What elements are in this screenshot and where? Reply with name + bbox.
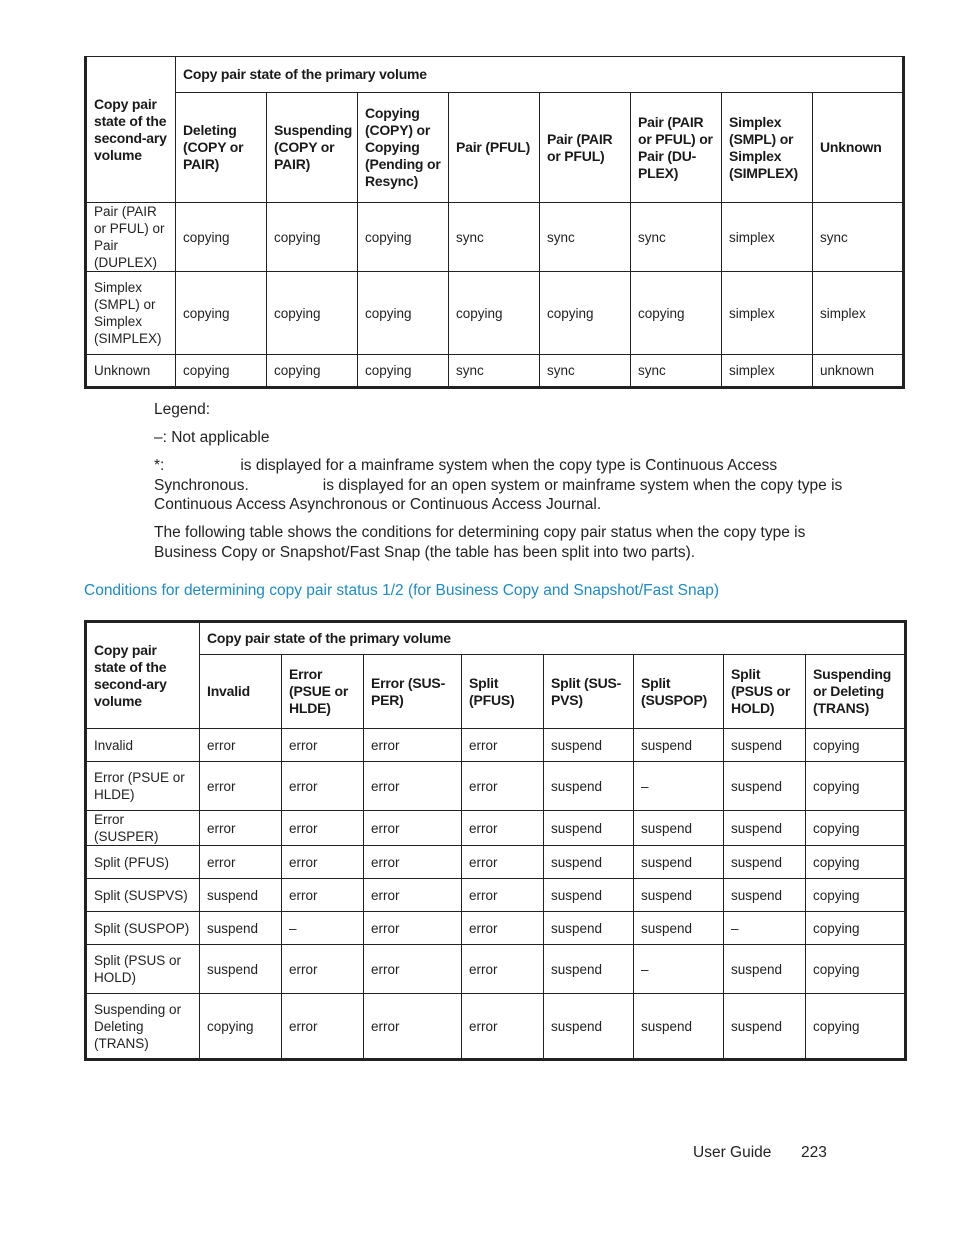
column-header: Split (PFUS)	[462, 655, 544, 729]
table-cell: copying	[806, 945, 906, 994]
table-cell: sync	[631, 355, 722, 388]
footnote-marker: *:	[154, 457, 165, 474]
table-row	[86, 912, 906, 945]
table-cell: suspend	[634, 811, 724, 846]
group-header: Copy pair state of the primary volume	[176, 57, 904, 93]
page-number: 223	[801, 1144, 827, 1161]
table-cell: suspend	[634, 846, 724, 879]
table-cell: error	[462, 762, 544, 811]
table-cell: copying	[358, 272, 449, 355]
table-cell: suspend	[724, 811, 806, 846]
table-cell: error	[282, 945, 364, 994]
intro-paragraph	[154, 523, 844, 562]
row-label: Invalid	[86, 729, 200, 762]
table-cell: simplex	[722, 355, 813, 388]
paragraph-line: Business Copy or Snapshot/Fast Snap (the table has been split into two parts).	[154, 543, 696, 561]
row-label: Split (PFUS)	[86, 846, 200, 879]
column-header: Pair (PFUL)	[449, 93, 540, 203]
table-cell: copying	[631, 272, 722, 355]
footnote-line: Continuous Access Asynchronous or Continuous Access Journal.	[154, 496, 602, 513]
column-header: Invalid	[200, 655, 282, 729]
table-cell: copying	[540, 272, 631, 355]
table-cell: copying	[176, 203, 267, 272]
table-cell: error	[462, 994, 544, 1060]
footnote-line	[154, 456, 844, 476]
table-cell: suspend	[724, 729, 806, 762]
table-cell: copying	[806, 811, 906, 846]
column-header: Suspending or Deleting (TRANS)	[806, 655, 906, 729]
status-table-2	[84, 620, 907, 1061]
table-cell: suspend	[200, 945, 282, 994]
table-row	[86, 879, 906, 912]
table-cell: sync	[449, 203, 540, 272]
legend-title: Legend:	[154, 401, 211, 418]
table-cell: copying	[200, 994, 282, 1060]
row-label: Simplex (SMPL) or Simplex (SIMPLEX)	[86, 272, 176, 355]
table-cell: copying	[267, 203, 358, 272]
table-cell: suspend	[634, 879, 724, 912]
table-caption: Conditions for determining copy pair status 1/2 (for Business Copy and Snapshot/Fast Snap)	[84, 582, 719, 599]
table-cell: error	[364, 762, 462, 811]
table-cell: simplex	[722, 272, 813, 355]
footnote-text: is displayed for a mainframe system when the copy type is Continuous Access	[240, 457, 778, 474]
column-header: Pair (PAIR or PFUL) or Pair (DU-PLEX)	[631, 93, 722, 203]
table-cell: –	[724, 912, 806, 945]
table-cell: error	[364, 846, 462, 879]
table-cell: unknown	[813, 355, 904, 388]
table-cell: error	[364, 994, 462, 1060]
table-cell: copying	[806, 994, 906, 1060]
table-cell: simplex	[813, 272, 904, 355]
group-header: Copy pair state of the primary volume	[200, 622, 906, 655]
table-row	[86, 846, 906, 879]
table-cell: sync	[540, 203, 631, 272]
table-row	[86, 729, 906, 762]
table-cell: error	[364, 912, 462, 945]
column-header: Deleting (COPY or PAIR)	[176, 93, 267, 203]
table-cell: copying	[806, 912, 906, 945]
row-label: Unknown	[86, 355, 176, 388]
table-cell: copying	[358, 355, 449, 388]
corner-header: Copy pair state of the second-ary volume	[86, 622, 200, 729]
table-cell: suspend	[544, 729, 634, 762]
status-table-1	[84, 56, 905, 389]
table-cell: suspend	[634, 729, 724, 762]
table-cell: copying	[176, 355, 267, 388]
table-cell: error	[282, 729, 364, 762]
table-cell: copying	[806, 729, 906, 762]
column-header: Unknown	[813, 93, 904, 203]
table-row	[86, 272, 904, 355]
table-cell: error	[282, 762, 364, 811]
row-label: Error (PSUE or HLDE)	[86, 762, 200, 811]
table-cell: sync	[813, 203, 904, 272]
table-cell: copying	[806, 846, 906, 879]
table-cell: suspend	[634, 912, 724, 945]
table-cell: error	[282, 811, 364, 846]
row-label: Suspending or Deleting (TRANS)	[86, 994, 200, 1060]
table-cell: suspend	[544, 762, 634, 811]
paragraph-line: The following table shows the conditions for determining copy pair status when the copy type is	[154, 524, 806, 541]
table-cell: error	[462, 945, 544, 994]
table-cell: copying	[267, 355, 358, 388]
column-header: Split (SUS-PVS)	[544, 655, 634, 729]
table-cell: error	[462, 846, 544, 879]
column-header: Pair (PAIR or PFUL)	[540, 93, 631, 203]
table-cell: suspend	[544, 945, 634, 994]
row-label: Split (PSUS or HOLD)	[86, 945, 200, 994]
table-cell: error	[462, 729, 544, 762]
table-cell: suspend	[544, 879, 634, 912]
table-cell: error	[282, 994, 364, 1060]
table-cell: suspend	[724, 879, 806, 912]
table-cell: sync	[540, 355, 631, 388]
legend-not-applicable: –: Not applicable	[154, 429, 270, 446]
table-row	[86, 203, 904, 272]
table-cell: suspend	[634, 994, 724, 1060]
row-label: Error (SUSPER)	[86, 811, 200, 846]
column-header: Copying (COPY) or Copying (Pending or Resync)	[358, 93, 449, 203]
table-cell: error	[364, 945, 462, 994]
footnote-text: is displayed for an open system or mainframe system when the copy type is	[322, 476, 843, 494]
footnote-text: Synchronous.	[154, 476, 249, 494]
table-cell: –	[634, 762, 724, 811]
table-cell: sync	[449, 355, 540, 388]
table-row	[86, 811, 906, 846]
table-cell: copying	[806, 879, 906, 912]
table-cell: error	[462, 879, 544, 912]
table-cell: copying	[358, 203, 449, 272]
table-cell: simplex	[722, 203, 813, 272]
table-cell: copying	[449, 272, 540, 355]
column-header: Split (SUSPOP)	[634, 655, 724, 729]
table-cell: suspend	[724, 945, 806, 994]
column-header: Simplex (SMPL) or Simplex (SIMPLEX)	[722, 93, 813, 203]
table-cell: error	[200, 811, 282, 846]
column-header: Error (PSUE or HLDE)	[282, 655, 364, 729]
column-header: Error (SUS-PER)	[364, 655, 462, 729]
table-cell: suspend	[544, 811, 634, 846]
table-cell: error	[282, 846, 364, 879]
table-cell: suspend	[200, 912, 282, 945]
corner-header: Copy pair state of the second-ary volume	[86, 57, 176, 203]
table-cell: error	[462, 811, 544, 846]
table-cell: error	[364, 729, 462, 762]
table-cell: –	[634, 945, 724, 994]
table-cell: error	[200, 846, 282, 879]
table-row	[86, 762, 906, 811]
row-label: Split (SUSPOP)	[86, 912, 200, 945]
table-cell: error	[200, 729, 282, 762]
row-label: Split (SUSPVS)	[86, 879, 200, 912]
table-cell: suspend	[724, 846, 806, 879]
footer-doc-title: User Guide	[693, 1144, 772, 1161]
legend-footnote	[154, 456, 844, 515]
table-cell: error	[462, 912, 544, 945]
table-cell: sync	[631, 203, 722, 272]
table-cell: error	[200, 762, 282, 811]
table-cell: error	[364, 811, 462, 846]
table-cell: error	[364, 879, 462, 912]
column-header: Suspending (COPY or PAIR)	[267, 93, 358, 203]
table-row	[86, 994, 906, 1060]
table-cell: copying	[806, 762, 906, 811]
table-cell: suspend	[544, 846, 634, 879]
table-row	[86, 355, 904, 388]
column-header: Split (PSUS or HOLD)	[724, 655, 806, 729]
table-cell: –	[282, 912, 364, 945]
table-row	[86, 945, 906, 994]
table-cell: copying	[176, 272, 267, 355]
table-cell: suspend	[724, 762, 806, 811]
table-cell: error	[282, 879, 364, 912]
table-cell: suspend	[544, 994, 634, 1060]
table-cell: suspend	[544, 912, 634, 945]
table-cell: suspend	[200, 879, 282, 912]
footnote-line	[154, 476, 844, 496]
table-cell: copying	[267, 272, 358, 355]
row-label: Pair (PAIR or PFUL) or Pair (DUPLEX)	[86, 203, 176, 272]
table-cell: suspend	[724, 994, 806, 1060]
